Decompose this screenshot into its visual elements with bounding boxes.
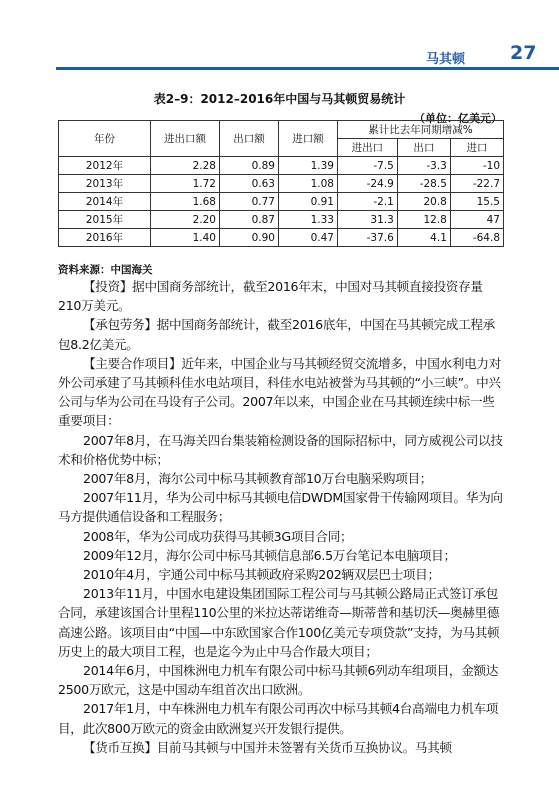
paragraph: 2007年8月，海尔公司中标马其顿教育部10万台电脑采购项目； (83, 471, 433, 487)
table-row (59, 157, 504, 175)
paragraph: 【货币互换】目前马其顿与中国并未签署有关货币互换协议。马其顿 (83, 739, 452, 755)
cell-g-export: 4.1 (397, 229, 450, 247)
cell-import: 1.39 (279, 157, 338, 175)
col-import: 进口额 (279, 121, 338, 157)
page-number: 27 (510, 42, 537, 64)
cell-import: 1.33 (279, 211, 338, 229)
paragraph: 【承包劳务】据中国商务部统计，截至2016底年，中国在马其顿完成工程承包8.2亿美元。 (58, 317, 495, 352)
col-export: 出口额 (220, 121, 279, 157)
cell-g-total: -7.5 (338, 157, 398, 175)
col-g-total: 进出口 (338, 139, 398, 157)
col-growth-group: 累计比去年同期增减% (338, 121, 504, 139)
paragraph: 【投资】据中国商务部统计，截至2016年末，中国对马其顿直接投资存量210万美元。 (58, 279, 483, 314)
table-row (59, 175, 504, 193)
table-unit: （单位：亿美元） (414, 112, 502, 125)
cell-total: 1.72 (151, 175, 220, 193)
cell-g-import: -22.7 (450, 175, 503, 193)
cell-g-total: -24.9 (338, 175, 398, 193)
col-g-import: 进口 (450, 139, 503, 157)
cell-export: 0.90 (220, 229, 279, 247)
paragraph: 2007年8月，在马海关四台集装箱检测设备的国际招标中，同方威视公司以技术和价格优势中标； (58, 432, 503, 467)
col-year: 年份 (59, 121, 151, 157)
cell-g-export: 12.8 (397, 211, 450, 229)
cell-import: 0.91 (279, 193, 338, 211)
cell-g-total: 31.3 (338, 211, 398, 229)
cell-export: 0.77 (220, 193, 279, 211)
cell-g-import: 15.5 (450, 193, 503, 211)
cell-g-export: -3.3 (397, 157, 450, 175)
cell-year: 2013年 (59, 175, 151, 193)
paragraph: 2013年11月，中国水电建设集团国际工程公司与马其顿公路局正式签订承包合同，承建该国合计里程110公里的米拉达蒂诺维奇—斯蒂普和基切沃—奥赫里德高速公路。该项目由“中国—中东欧国家合作100亿美元专项贷款”支持，为马其顿历史上的最大项目工程，也是迄今为止中马合作最大项目； (58, 586, 500, 659)
header-rule (56, 67, 559, 70)
cell-g-import: 47 (450, 211, 503, 229)
table-title: 表2–9：2012–2016年中国与马其顿贸易统计 (153, 92, 406, 106)
cell-g-export: -28.5 (397, 175, 450, 193)
cell-g-import: -10 (450, 157, 503, 175)
table-row (59, 211, 504, 229)
cell-year: 2016年 (59, 229, 151, 247)
cell-year: 2014年 (59, 193, 151, 211)
col-total: 进出口额 (151, 121, 220, 157)
cell-total: 1.40 (151, 229, 220, 247)
cell-year: 2012年 (59, 157, 151, 175)
cell-total: 2.28 (151, 157, 220, 175)
cell-g-total: -2.1 (338, 193, 398, 211)
trade-table (58, 120, 504, 247)
paragraph: 【主要合作项目】近年来，中国企业与马其顿经贸交流增多，中国水利电力对外公司承建了马其顿科佳水电站项目，科佳水电站被誉为马其顿的“小三峡”。中兴公司与华为公司在马设有子公司。2007年以来，中国企业在马其顿连续中标一些重要项目： (58, 355, 501, 429)
paragraph: 2014年6月，中国株洲电力机车有限公司中标马其顿6列动车组项目，金额达2500万欧元，这是中国动车组首次出口欧洲。 (58, 663, 499, 698)
cell-import: 0.47 (279, 229, 338, 247)
cell-export: 0.63 (220, 175, 279, 193)
cell-export: 0.87 (220, 211, 279, 229)
body-text (58, 277, 503, 757)
paragraph: 2010年4月，宇通公司中标马其顿政府采购202辆双层巴士项目； (83, 567, 440, 583)
cell-export: 0.89 (220, 157, 279, 175)
paragraph: 2017年1月，中车株洲电力机车有限公司再次中标马其顿4台高端电力机车项目，此次800万欧元的资金由欧洲复兴开发银行提供。 (58, 701, 499, 736)
cell-g-export: 20.8 (397, 193, 450, 211)
col-g-export: 出口 (397, 139, 450, 157)
paragraph: 2007年11月，华为公司中标马其顿电信DWDM国家骨干传输网项目。华为向马方提供通信设备和工程服务； (58, 490, 503, 525)
cell-total: 2.20 (151, 211, 220, 229)
header-country: 马其顿 (426, 52, 466, 67)
paragraph: 2009年12月，海尔公司中标马其顿信息部6.5万台笔记本电脑项目； (83, 547, 456, 563)
cell-import: 1.08 (279, 175, 338, 193)
cell-total: 1.68 (151, 193, 220, 211)
table-row (59, 193, 504, 211)
table-source: 资料来源：中国海关 (58, 264, 153, 276)
cell-g-total: -37.6 (338, 229, 398, 247)
paragraph: 2008年，华为公司成功获得马其顿3G项目合同； (83, 528, 353, 544)
table-row (59, 229, 504, 247)
cell-g-import: -64.8 (450, 229, 503, 247)
cell-year: 2015年 (59, 211, 151, 229)
